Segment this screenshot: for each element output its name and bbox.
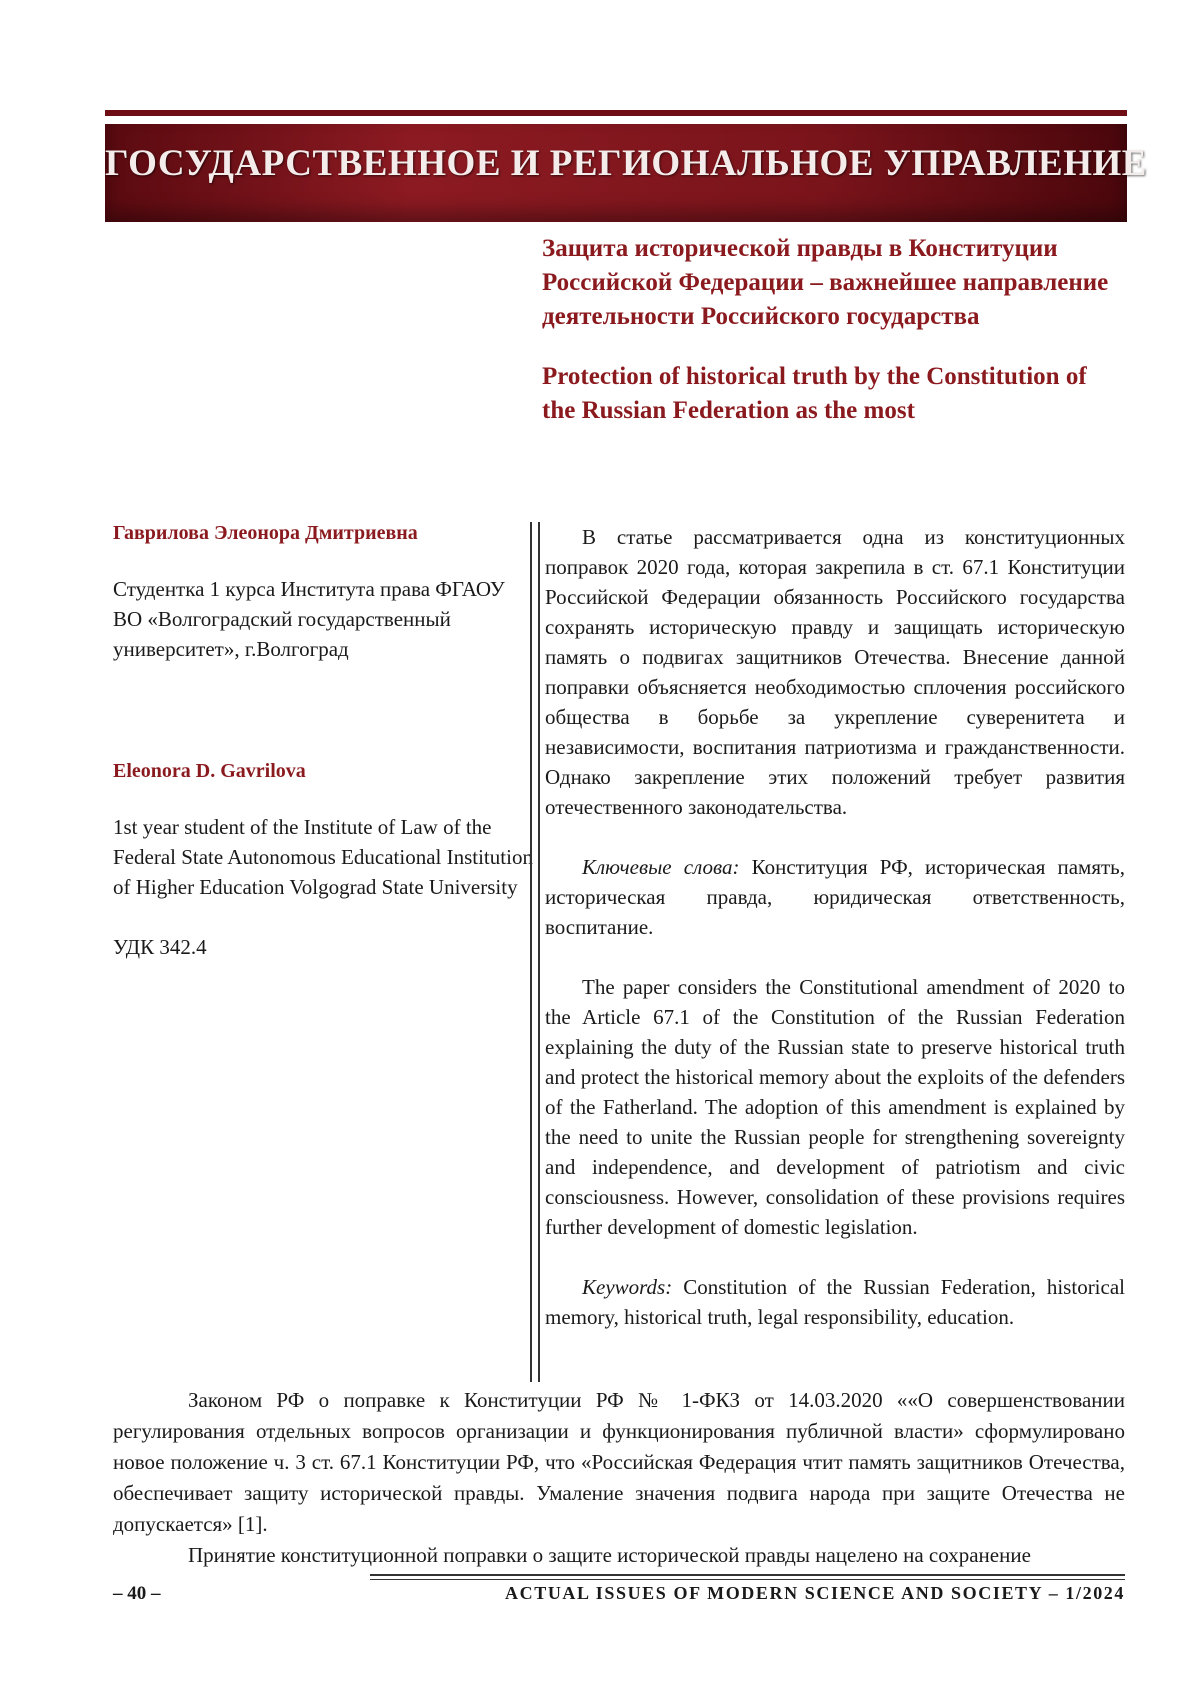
author-name-ru: Гаврилова Элеонора Дмитриевна — [113, 518, 533, 548]
header-rule — [105, 110, 1127, 116]
abstract-ru: В статье рассматривается одна из конституционных поправок 2020 года, которая закрепила в ст. 67.1 Конституции Российской Федерации обязанность Российского государства сохранять историческую правду и защищать историческую память о подвигах защитников Отечества. Внесение данной поправки объясняется необходимостью сплочения российского общества в борьбе за укрепление суверенитета и независимости, воспитания патриотизма и гражданственности. Однако закрепление этих положений требует развития отечественного законодательства. — [545, 522, 1125, 822]
column-divider — [530, 522, 540, 1382]
author-column — [113, 518, 533, 962]
article-title — [542, 232, 1122, 428]
keywords-en-text: Constitution of the Russian Federation, historical memory, historical truth, legal responsibility, education. — [545, 1275, 1125, 1329]
footer-rule — [370, 1574, 1125, 1580]
keywords-ru-label: Ключевые слова: — [582, 855, 739, 879]
keywords-en — [545, 1272, 1125, 1332]
keywords-ru — [545, 852, 1125, 942]
article-body — [113, 1385, 1125, 1571]
page-number: – 40 – — [113, 1583, 161, 1605]
author-affiliation-en: 1st year student of the Institute of Law of the Federal State Autonomous Educational Institution of Higher Education Volgograd State University — [113, 812, 533, 902]
section-banner — [105, 124, 1127, 222]
udc-code: УДК 342.4 — [113, 932, 533, 962]
keywords-ru-text: Конституция РФ, историческая память, историческая правда, юридическая ответственность, воспитание. — [545, 855, 1125, 939]
title-russian: Защита исторической правды в Конституции Российской Федерации – важнейшее направление деятельности Российского государства — [542, 232, 1122, 334]
body-paragraph: Законом РФ о поправке к Конституции РФ № 1-ФКЗ от 14.03.2020 ««О совершенствовании регулирования отдельных вопросов организации и функционирования публичной власти» сформулировано новое положение ч. 3 ст. 67.1 Конституции РФ, что «Российская Федерация чтит память защитников Отечества, обеспечивает защиту исторической правды. Умаление значения подвига народа при защите Отечества не допускается» [1]. — [113, 1385, 1125, 1540]
abstract-column — [545, 522, 1125, 1332]
body-paragraph: Принятие конституционной поправки о защите исторической правды нацелено на сохранение — [113, 1540, 1125, 1571]
journal-name: ACTUAL ISSUES OF MODERN SCIENCE AND SOCIETY – 1/2024 — [440, 1583, 1125, 1604]
keywords-en-label: Keywords: — [582, 1275, 672, 1299]
author-affiliation-ru: Студентка 1 курса Института права ФГАОУ ВО «Волгоградский государственный университет», г.Волгоград — [113, 574, 533, 664]
section-title: ГОСУДАРСТВЕННОЕ И РЕГИОНАЛЬНОЕ УПРАВЛЕНИЕ — [105, 142, 1127, 185]
title-english: Protection of historical truth by the Constitution of the Russian Federation as the most — [542, 360, 1122, 428]
author-name-en: Eleonora D. Gavrilova — [113, 756, 533, 786]
abstract-en: The paper considers the Constitutional amendment of 2020 to the Article 67.1 of the Constitution of the Russian Federation explaining the duty of the Russian state to preserve historical truth and protect the historical memory about the exploits of the defenders of the Fatherland. The adoption of this amendment is explained by the need to unite the Russian people for strengthening sovereignty and independence, and development of patriotism and civic consciousness. However, consolidation of these provisions requires further development of domestic legislation. — [545, 972, 1125, 1242]
